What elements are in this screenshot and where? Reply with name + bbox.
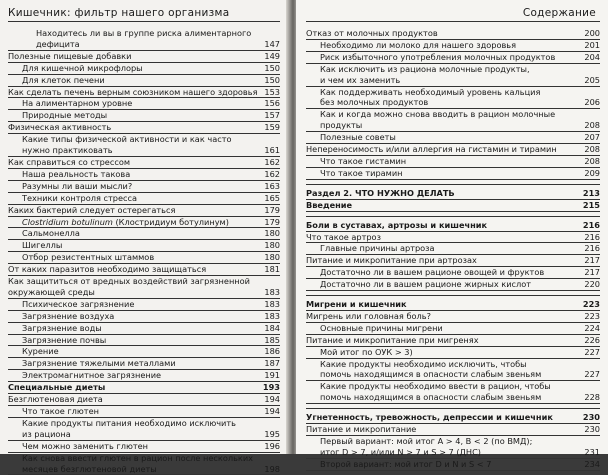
toc-entry [306, 369, 600, 381]
toc-entry-title: Питание и микропитание при артрозах [306, 255, 477, 266]
toc-entry [306, 52, 600, 64]
toc-page-number: 187 [264, 358, 280, 369]
running-head-left: Кишечник: фильтр нашего организма [8, 7, 230, 19]
toc-page-number: 180 [264, 240, 280, 251]
toc-entry [306, 279, 600, 291]
toc-entry [306, 109, 600, 120]
toc-entry-title: Отказ от молочных продуктов [306, 28, 438, 38]
toc-page-number: 157 [264, 110, 280, 121]
toc-entry [8, 441, 280, 453]
toc-entry [8, 110, 280, 122]
toc-entry-title: Что такое гистамин [320, 155, 407, 166]
toc-entry-title: Главные причины артроза [320, 243, 435, 254]
toc-left [8, 28, 280, 475]
running-head-right: Содержание [522, 7, 596, 19]
toc-right [306, 28, 600, 471]
toc-page-number: 208 [584, 120, 600, 131]
toc-entry [306, 28, 600, 40]
toc-entry-title: Безглютеновая диета [8, 394, 103, 405]
toc-page-number: 208 [584, 144, 600, 155]
toc-page-number: 193 [262, 382, 280, 393]
toc-page-number: 216 [584, 243, 600, 254]
toc-page-number: 228 [584, 392, 600, 403]
toc-entry-title: Полезные пищевые добавки [8, 50, 132, 61]
toc-entry-title: Как и когда можно снова вводить в рацион молочные [320, 109, 556, 120]
toc-entry [8, 217, 280, 229]
toc-entry-title: нужно практиковать [22, 145, 113, 156]
toc-page-number: 195 [264, 428, 280, 439]
toc-entry-title: Питание и микропитание [306, 424, 417, 435]
toc-entry [306, 120, 600, 132]
header-rule [8, 21, 280, 22]
toc-page-number: 150 [264, 62, 280, 73]
toc-page-number: 179 [264, 216, 280, 227]
toc-entry [306, 359, 600, 370]
toc-entry-title-italic: Clostridium botulinum [22, 216, 113, 227]
toc-entry [306, 144, 600, 156]
toc-entry-title: Боли в суставах, артрозы и кишечник [306, 219, 488, 230]
toc-entry [306, 40, 600, 52]
toc-entry [8, 181, 280, 193]
toc-entry-title: Раздел 2. ЧТО НУЖНО ДЕЛАТЬ [306, 187, 455, 198]
toc-entry [8, 464, 280, 475]
toc-entry [306, 216, 600, 232]
toc-page-number: 194 [264, 406, 280, 416]
toc-entry [306, 381, 600, 392]
toc-entry-title: Какие продукты необходимо ввести в рацион, чтобы [320, 381, 551, 392]
toc-entry [306, 243, 600, 255]
toc-page-number: 216 [584, 231, 600, 242]
toc-entry-title: помочь находящимся в опасности слабым звеньям [320, 392, 542, 403]
toc-entry-title: Мой итог по ОУК > 3) [320, 346, 413, 357]
toc-entry-title: продукты [320, 120, 363, 131]
toc-entry [306, 156, 600, 168]
toc-entry-title: Как сделать печень верным союзником нашего здоровья [8, 86, 258, 97]
toc-entry [306, 64, 600, 75]
toc-page-number: 206 [584, 97, 600, 108]
toc-page-number: 180 [264, 252, 280, 263]
toc-entry-title: Загрязнение тяжелыми металлами [22, 358, 176, 369]
toc-page-number: 165 [264, 192, 280, 203]
toc-page-number: 185 [264, 334, 280, 345]
toc-page-number: 223 [582, 299, 600, 310]
toc-entry-title: дефицита [36, 38, 80, 49]
toc-page-number: 156 [264, 98, 280, 109]
toc-entry-title: Какие продукты необходимо исключить, чтобы [320, 358, 527, 369]
toc-entry-title: Мигрень или головная боль? [306, 310, 431, 321]
toc-entry-title: Достаточно ли в вашем рационе овощей и фруктов [320, 267, 545, 278]
toc-entry [8, 205, 280, 217]
toc-page-number: 184 [264, 322, 280, 333]
toc-entry-title: Шигеллы [22, 240, 63, 251]
toc-entry [8, 323, 280, 335]
toc-entry [8, 346, 280, 358]
toc-entry [306, 267, 600, 279]
toc-entry-title: Основные причины мигрени [320, 322, 443, 333]
toc-page-number: 196 [264, 440, 280, 451]
toc-page-number: 179 [264, 204, 280, 215]
toc-entry [306, 232, 600, 244]
toc-entry [8, 98, 280, 110]
toc-page-number: 230 [582, 412, 600, 423]
toc-page-number: 208 [584, 155, 600, 166]
toc-page-number: 213 [582, 187, 600, 198]
toc-page-number: 226 [584, 334, 600, 345]
toc-entry [306, 408, 600, 424]
toc-page-number: 217 [584, 255, 600, 266]
toc-entry-title: Техники контроля стресса [22, 192, 137, 203]
toc-entry [8, 87, 280, 99]
toc-entry-title: От каких паразитов необходимо защищаться [8, 264, 207, 275]
toc-entry-title: Сальмонелла [22, 228, 80, 239]
toc-entry-title: Загрязнение почвы [22, 334, 107, 345]
toc-entry-title: Находитесь ли вы в группе риска алиментарного [36, 28, 252, 38]
toc-entry [8, 358, 280, 370]
toc-entry [8, 134, 280, 145]
toc-page-number: 220 [584, 279, 600, 290]
toc-entry-title: Электромагнитное загрязнение [22, 370, 162, 381]
toc-page-number: 149 [264, 50, 280, 61]
toc-entry-title: Для клеток печени [22, 74, 105, 85]
toc-entry-title: Каких бактерий следует остерегаться [8, 204, 176, 215]
toc-entry-title: Разумны ли ваши мысли? [22, 180, 133, 191]
toc-entry [306, 311, 600, 323]
toc-entry-title: без молочных продуктов [320, 97, 429, 108]
toc-entry-title: Непереносимость и/или аллергия на гистамин и тирамин [306, 144, 557, 155]
toc-page-number: 227 [584, 369, 600, 380]
toc-entry-title: Угнетенность, тревожность, депрессии и кишечник [306, 412, 553, 423]
toc-entry [306, 347, 600, 359]
toc-entry [8, 28, 280, 39]
toc-page-number: 191 [264, 370, 280, 381]
toc-entry-title: Мигрени и кишечник [306, 299, 407, 310]
toc-entry-title: На алиментарном уровне [22, 98, 133, 109]
toc-page-number: 224 [584, 322, 600, 333]
toc-page-number: 215 [582, 199, 600, 210]
toc-entry-title: и чем их заменить [320, 74, 401, 85]
toc-entry [8, 287, 280, 299]
toc-page-number: 207 [584, 132, 600, 143]
toc-entry-title-rest: (Клостридиум ботулинум) [112, 216, 229, 227]
toc-entry-title: итог D > 7, и/или N > 7 и S > 7 (ДНС) [320, 446, 482, 457]
toc-entry [306, 184, 600, 200]
toc-entry-title: помочь находящимся в опасности слабым звеньям [320, 369, 542, 380]
toc-page-number: 201 [584, 39, 600, 50]
toc-entry [8, 406, 280, 418]
toc-page-number: 231 [584, 446, 600, 457]
toc-entry [8, 122, 280, 134]
toc-page-number: 186 [264, 346, 280, 357]
toc-entry [306, 335, 600, 347]
toc-entry [8, 145, 280, 157]
toc-entry-title: Как снова ввести глютен в рацион после нескольких [22, 452, 254, 463]
toc-entry [8, 169, 280, 181]
toc-entry [306, 295, 600, 311]
toc-entry-title: Чем можно заменить глютен [22, 440, 148, 451]
toc-entry-title: Загрязнение воздуха [22, 310, 115, 321]
toc-entry [8, 382, 280, 394]
toc-page-number: 183 [264, 310, 280, 321]
toc-entry [306, 87, 600, 98]
toc-entry [306, 168, 600, 180]
toc-entry-title: Природные методы [22, 110, 108, 121]
toc-entry-title: Первый вариант: мой итог А > 4, В < 2 (по ВМД); [320, 436, 533, 446]
toc-entry [8, 75, 280, 87]
toc-page-number: 153 [264, 86, 280, 97]
toc-page-number: 204 [584, 51, 600, 62]
toc-page-number: 194 [264, 394, 280, 405]
toc-page-number: 180 [264, 228, 280, 239]
toc-entry-title: Как защититься от вредных воздействий загрязненной [8, 276, 250, 287]
toc-entry [8, 276, 280, 287]
toc-entry-title: Риск избыточного употребления молочных продуктов [320, 51, 556, 62]
toc-entry-title: Что такое тирамин [320, 167, 403, 178]
toc-entry-title: Для кишечной микрофлоры [22, 62, 143, 73]
toc-entry-title: Достаточно ли в вашем рационе жирных кислот [320, 279, 532, 290]
toc-entry [8, 299, 280, 311]
toc-entry [8, 228, 280, 240]
toc-entry-title [22, 217, 229, 227]
toc-entry-title: Полезные советы [320, 132, 396, 143]
toc-entry [306, 323, 600, 335]
toc-entry [8, 370, 280, 382]
header-rule [306, 21, 600, 22]
toc-entry-title: Загрязнение воды [22, 322, 102, 333]
toc-entry-title: Специальные диеты [8, 382, 106, 393]
toc-page-number: 159 [264, 122, 280, 133]
toc-entry-title: Введение [306, 199, 353, 210]
toc-entry [8, 252, 280, 264]
toc-entry [306, 424, 600, 436]
toc-page-number: 205 [584, 74, 600, 85]
left-page [0, 0, 290, 474]
toc-page-number: 227 [584, 346, 600, 357]
toc-page-number: 198 [264, 463, 280, 474]
toc-page-number: 162 [264, 156, 280, 167]
toc-entry [8, 418, 280, 429]
toc-entry-title: Как исключить из рациона молочные продукты, [320, 63, 530, 74]
toc-entry [306, 392, 600, 404]
toc-entry-title: Что такое артроз [306, 231, 381, 242]
toc-entry [306, 97, 600, 109]
toc-entry-title: Психическое загрязнение [22, 298, 135, 309]
toc-entry [8, 264, 280, 276]
toc-entry-title: Курение [22, 346, 59, 357]
toc-page-number: 223 [584, 310, 600, 321]
toc-entry-title: месяцев безглютеновой диеты [22, 463, 157, 474]
toc-entry [306, 132, 600, 144]
toc-entry [8, 157, 280, 169]
toc-entry [306, 255, 600, 267]
toc-entry-title: окружающей среды [8, 286, 95, 297]
toc-entry [8, 193, 280, 205]
toc-page-number: 209 [584, 167, 600, 178]
toc-entry [306, 459, 600, 471]
toc-entry [8, 240, 280, 252]
toc-entry-title: Как справиться со стрессом [8, 156, 131, 167]
toc-entry-title: Необходимо ли молоко для нашего здоровья [320, 39, 517, 50]
toc-entry-title: Что такое глютен [22, 406, 99, 416]
toc-entry-title: Питание и микропитание при мигренях [306, 334, 479, 345]
toc-entry-title: Отбор резистентных штаммов [22, 252, 155, 263]
toc-entry [8, 39, 280, 51]
toc-entry [8, 394, 280, 406]
toc-page-number: 216 [582, 219, 600, 230]
toc-entry-title: Как поддерживать необходимый уровень кальция [320, 86, 541, 97]
toc-page-number: 183 [264, 298, 280, 309]
toc-entry [8, 311, 280, 323]
toc-entry-title: Какие типы физической активности и как часто [22, 134, 232, 145]
toc-entry [8, 453, 280, 464]
toc-page-number: 217 [584, 267, 600, 278]
toc-entry [8, 335, 280, 347]
toc-entry-title: Наша реальность такова [22, 168, 131, 179]
toc-page-number: 161 [264, 145, 280, 156]
toc-entry-title: из рациона [22, 428, 71, 439]
toc-page-number: 230 [584, 424, 600, 435]
right-page [296, 0, 608, 469]
toc-page-number: 163 [264, 180, 280, 191]
toc-entry [306, 436, 600, 447]
toc-entry [8, 63, 280, 75]
toc-entry [8, 429, 280, 441]
toc-page-number: 234 [584, 458, 600, 469]
toc-entry [306, 447, 600, 459]
toc-entry-title: Какие продукты питания необходимо исключить [22, 417, 236, 428]
toc-entry [306, 75, 600, 87]
toc-entry [306, 200, 600, 212]
toc-page-number: 181 [264, 264, 280, 275]
toc-page-number: 150 [264, 74, 280, 85]
toc-page-number: 162 [264, 168, 280, 179]
toc-entry-title: Физическая активность [8, 122, 112, 133]
toc-page-number: 200 [584, 28, 600, 38]
toc-page-number: 147 [264, 38, 280, 49]
toc-entry-title: Второй вариант: мой итог D и N и S < 7 [320, 458, 492, 469]
toc-page-number: 183 [264, 286, 280, 297]
toc-entry [8, 51, 280, 63]
